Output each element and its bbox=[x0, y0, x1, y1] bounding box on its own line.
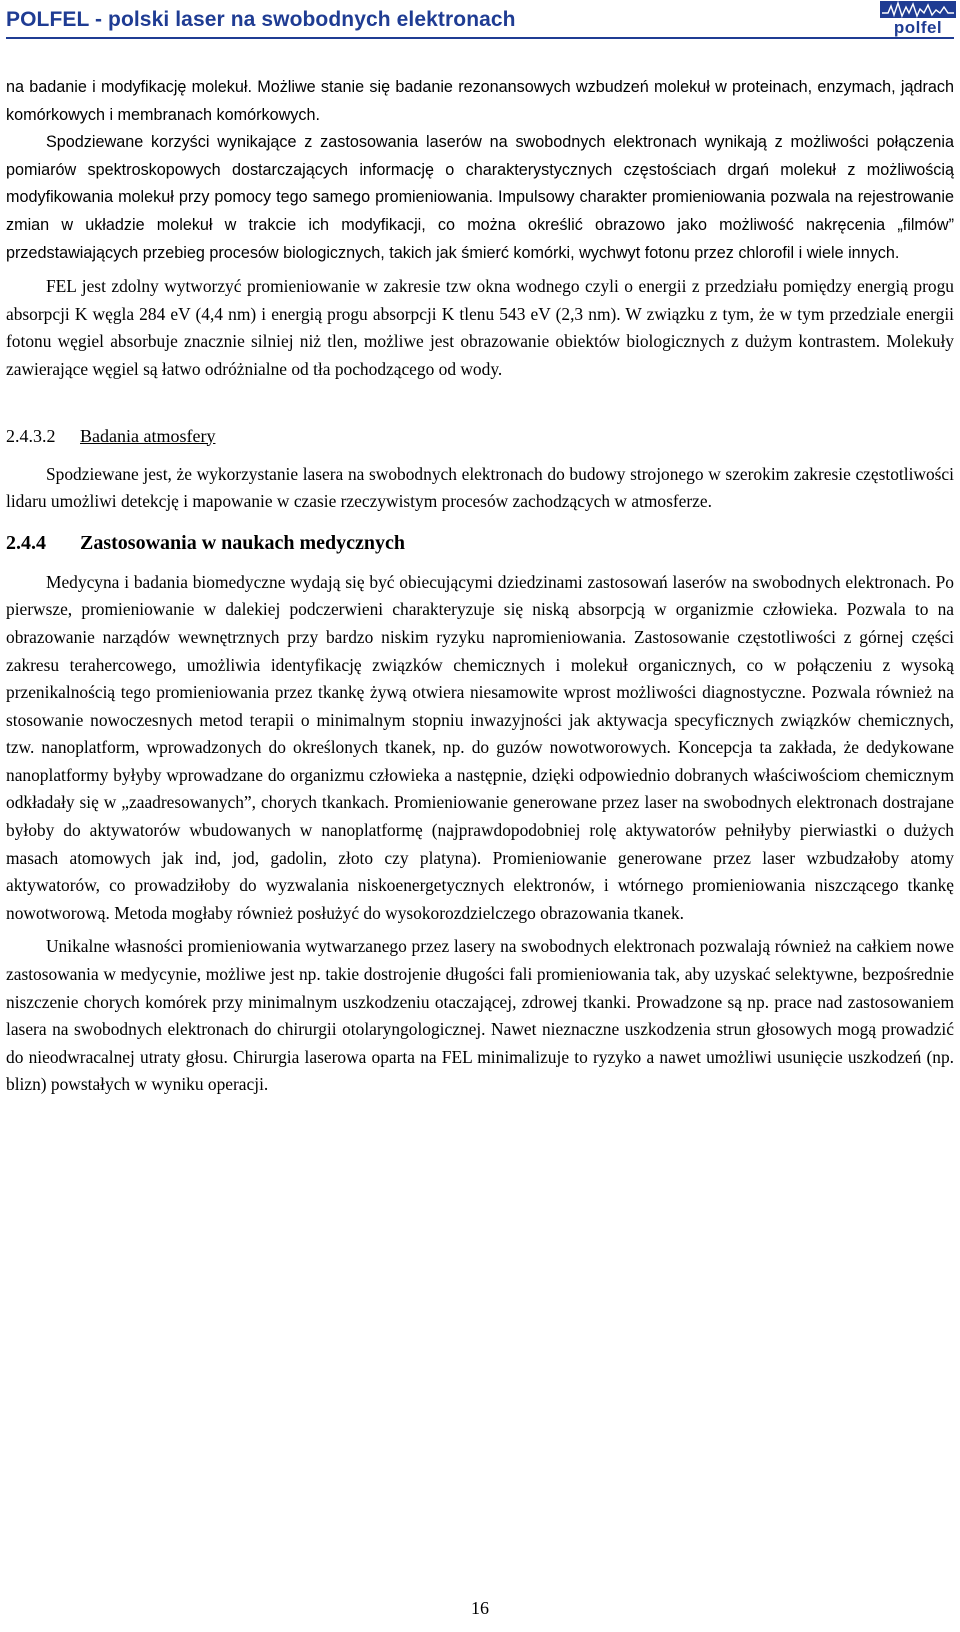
header-title: POLFEL - polski laser na swobodnych elektronach bbox=[6, 8, 516, 31]
paragraph-medicine: Medycyna i badania biomedyczne wydają się być obiecującymi dziedzinami zastosowań laserów na swobodnych elektronach. Po pierwsze, promieniowanie w dalekiej podczerwieni charakteryzuje się niską absorpcją w organizmie człowieka. Pozwala to na obrazowanie narządów wewnętrznych przy bardzo niskim ryzyku napromieniowania. Zastosowanie częstotliwości z górnej części zakresu terahercowego, umożliwia identyfikację związków chemicznych i molekuł organicznych, co w połączeniu z wysoką przenikalnością tego promieniowania przez tkankę żywą otwiera niesamowite wprost możliwości diagnostyczne. Pozwala również na stosowanie nowoczesnych metod terapii o minimalnym stopniu inwazyjności jak aktywacja specyficznych związków chemicznych, tzw. nanoplatform, wprowadzonych do określonych tkanek, np. do guzów nowotworowych. Koncepcja ta zakłada, że dedykowane nanoplatformy byłyby wprowadzane do organizmu człowieka a następnie, dzięki odpowiednio dobranych właściwościom chemicznym odkładały się w „zaadresowanych”, chorych tkankach. Promieniowanie generowane przez laser na swobodnych elektronach dostrajane byłoby do aktywatorów wbudowanych w nanoplatformę (najprawdopodobniej rolę aktywatorów pełniłyby pierwiastki o dużych masach atomowych jak ind, jod, gadolin, złoto czy platyna). Promieniowanie generowane przez laser wzbudzałoby atomy aktywatorów, co prowadziłoby do wyzwalania niskoenergetycznych elektronów, i wtórnego promieniowania niszczącego tkankę nowotworową. Metoda mogłaby również posłużyć do wysokorozdzielczego obrazowania tkanek. bbox=[6, 571, 954, 923]
paragraph-benefits: Spodziewane korzyści wynikające z zastosowania laserów na swobodnych elektronach wynikają z możliwości połączenia pomiarów spektroskopowych dostarczających informację o charakterystycznych częstościach drgań molekuł z możliwością modyfikowania molekuł przy pomocy tego samego promieniowania. Impulsowy charakter promieniowania pozwala na rejestrowanie zmian w układzie molekuł w trakcie ich modyfikacji, co można określić obrazowo jako możliwość nakręcenia „filmów” przedstawiających przebieg procesów biologicznych, takich jak śmierć komórki, wychwyt fotonu przez chlorofil i wiele innych. bbox=[6, 133, 954, 262]
paragraph-lidar: Spodziewane jest, że wykorzystanie lasera na swobodnych elektronach do budowy strojonego w szerokim zakresie częstotliwości lidaru umożliwi detekcję i mapowanie w czasie rzeczywistym procesów zachodzących w atmosferze. bbox=[6, 463, 954, 512]
section-title: Zastosowania w naukach medycznych bbox=[80, 531, 406, 554]
paragraph-cont: na badanie i modyfikację molekuł. Możliwe stanie się badanie rezonansowych wzbudzeń molekuł w proteinach, enzymach, jądrach komórkowych i membranach komórkowych. bbox=[6, 78, 954, 124]
section-heading-medical bbox=[6, 532, 954, 555]
section-number: 2.4.3.2 bbox=[6, 425, 56, 446]
section-title: Badania atmosfery bbox=[80, 425, 216, 446]
page-header bbox=[0, 0, 960, 40]
header-divider bbox=[6, 37, 954, 39]
logo-wordmark: polfel bbox=[893, 18, 943, 37]
polfel-logo bbox=[880, 1, 956, 37]
page-number: 16 bbox=[471, 1598, 489, 1618]
section-heading-atmosphere bbox=[6, 426, 954, 447]
paragraph-surgery: Unikalne własności promieniowania wytwarzanego przez lasery na swobodnych elektronach pozwalają również na całkiem nowe zastosowania w medycynie, możliwe jest np. takie dostrojenie długości fali promieniowania tak, aby uzyskać selektywne, bezpośrednie niszczenie chorych komórek przy minimalnym uszkodzeniu otaczającej, zdrowej tkanki. Prowadzone są np. prace nad zastosowaniem lasera na swobodnych elektronach do chirurgii otolaryngologicznej. Nawet nieznaczne uszkodzenia strun głosowych mogą prowadzić do nieodwracalnej utraty głosu. Chirurgia laserowa oparta na FEL minimalizuje to ryzyko a nawet umożliwi usunięcie uszkodzeń (np. blizn) powstałych w wyniku operacji. bbox=[6, 936, 954, 1095]
section-number: 2.4.4 bbox=[6, 531, 46, 554]
paragraph-water-window: FEL jest zdolny wytworzyć promieniowanie w zakresie tzw okna wodnego czyli o energii z przedziału pomiędzy energią progu absorpcji K węgla 284 eV (4,4 nm) i energią progu absorpcji K tlenu 543 eV (2,3 nm). W związku z tym, że w tym przedziale energii fotonu węgiel absorbuje znacznie silniej niż tlen, możliwe jest obrazowanie obiektów biologicznych z dużym kontrastem. Molekuły zawierające węgiel są łatwo odróżnialne od tła pochodzącego od wody. bbox=[6, 276, 954, 379]
document-body bbox=[6, 74, 954, 1099]
